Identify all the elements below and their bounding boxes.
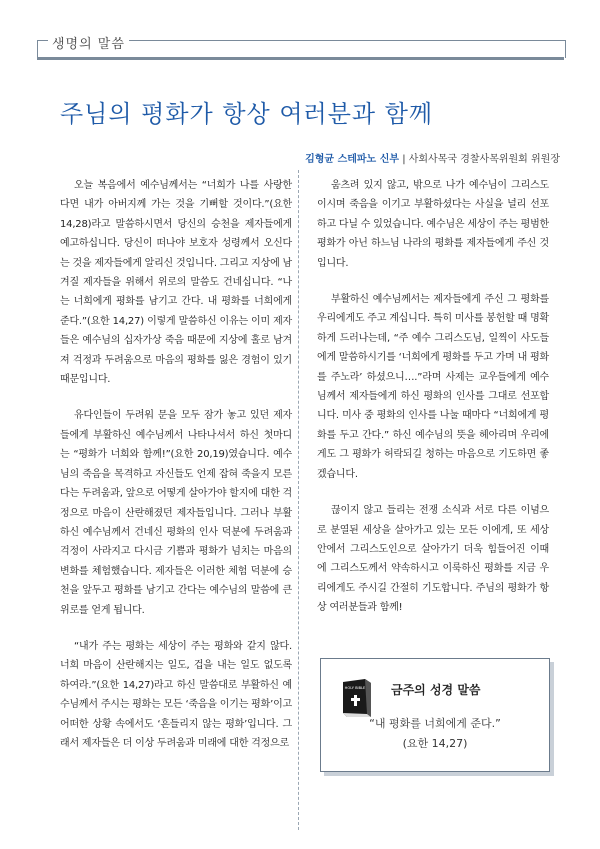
section-label: 생명의 말씀 bbox=[48, 33, 129, 52]
column-divider bbox=[298, 170, 299, 830]
article-paragraph: 오늘 복음에서 예수님께서는 “너희가 나를 사랑한다면 내가 아버지께 가는 것을 기뻐할 것이다.”(요한 14,28)라고 말씀하시면서 당신의 승천을 제자들에게 예고하십니다. 당신이 떠나야 보호자 성령께서 오신다는 것을 제자들에게 알리신 것입니다. 그리고 지상에 남겨질 제자들을 위해서 위로의 말씀도 건네십니다. “나는 너희에게 평화를 남기고 간다. 내 평화를 너희에게 준다.”(요한 14,27) 이렇게 말씀하신 이유는 이미 제자들은 예수님의 십자가상 죽음 때문에 지상에 홀로 남겨져 걱정과 두려움으로 마음의 평화를 잃은 경험이 있기 때문입니다. bbox=[60, 180, 292, 386]
author-name: 김형균 스테파노 신부 bbox=[305, 154, 400, 165]
weekly-verse-title: 금주의 성경 말씀 bbox=[391, 683, 481, 697]
article-author bbox=[305, 150, 560, 165]
article-paragraph: “내가 주는 평화는 세상이 주는 평화와 같지 않다. 너희 마음이 산란해지는 일도, 겁을 내는 일도 없도록 하여라.”(요한 14,27)라고 하신 말씀대로 부활하신 예수님께서 주시는 평화는 모든 ‘죽음을 이기는 평화’이고 어떠한 상황 속에서도 ‘흔들리지 않는 평화’입니다. 그래서 제자들은 더 이상 두려움과 미래에 대한 걱정으로 bbox=[60, 640, 292, 749]
article-right-column bbox=[317, 176, 549, 635]
weekly-verse-box bbox=[320, 658, 550, 772]
article-paragraph: 움츠려 있지 않고, 밖으로 나가 예수님이 그리스도이시며 죽음을 이기고 부활하셨다는 사실을 널리 선포하고 다닐 수 있었습니다. 예수님은 세상이 주는 평범한 평화가 아닌 하느님 나라의 평화를 제자들에게 주신 것입니다. bbox=[317, 180, 549, 269]
bible-icon bbox=[339, 677, 375, 719]
article-title: 주님의 평화가 항상 여러분과 함께 bbox=[60, 100, 434, 128]
weekly-verse-reference: (요한 14,27) bbox=[402, 737, 468, 750]
weekly-verse-quote: “내 평화를 너희에게 준다.” bbox=[369, 717, 501, 730]
article-paragraph: 끊이지 않고 들리는 전쟁 소식과 서로 다른 이념으로 분열된 세상을 살아가고 있는 모든 이에게, 또 세상 안에서 그리스도인으로 살아가기 더욱 힘들어진 이때에 그리스도께서 약속하시고 이룩하신 평화를 지금 우리에게도 주시길 간절히 기도합니다. 주님의 평화가 항상 여러분들과 함께! bbox=[317, 505, 549, 614]
bible-icon-text: HOLY BIBLE bbox=[344, 686, 366, 690]
article-left-column bbox=[60, 176, 292, 770]
article-paragraph: 유다인들이 두려워 문을 모두 잠가 놓고 있던 제자들에게 부활하신 예수님께서 나타나셔서 하신 첫마디는 “평화가 너희와 함께!”(요한 20,19)였습니다. 예수님의 죽음을 목격하고 자신들도 언제 잡혀 죽을지 모른다는 두려움과, 앞으로 어떻게 살아가야 할지에 대한 걱정으로 마음이 산란해졌던 제자들입니다. 그러나 부활하신 예수님께서 건네신 평화의 인사 덕분에 두려움과 걱정이 사라지고 다시금 기쁨과 평화가 넘치는 마음의 변화를 체험했습니다. 제자들은 이러한 체험 덕분에 승천을 앞두고 평화를 남기고 간다는 예수님의 말씀에 큰 위로를 얻게 됩니다. bbox=[60, 410, 292, 616]
author-role: | 사회사목국 경찰사목위원회 위원장 bbox=[399, 154, 560, 165]
article-paragraph: 부활하신 예수님께서는 제자들에게 주신 그 평화를 우리에게도 주고 계십니다. 특히 미사를 봉헌할 때 명확하게 드러나는데, “주 예수 그리스도님, 일찍이 사도들에게 말씀하시기를 ‘너희에게 평화를 두고 가며 내 평화를 주노라’ 하셨으니….”라며 사제는 교우들에게 예수님께서 제자들에게 하신 평화의 인사를 그대로 선포합니다. 미사 중 평화의 인사를 나눌 때마다 “너희에게 평화를 두고 간다.” 하신 예수님의 뜻을 헤아리며 우리에게도 그 평화가 허락되길 청하는 마음으로 기도하면 좋겠습니다. bbox=[317, 294, 549, 480]
